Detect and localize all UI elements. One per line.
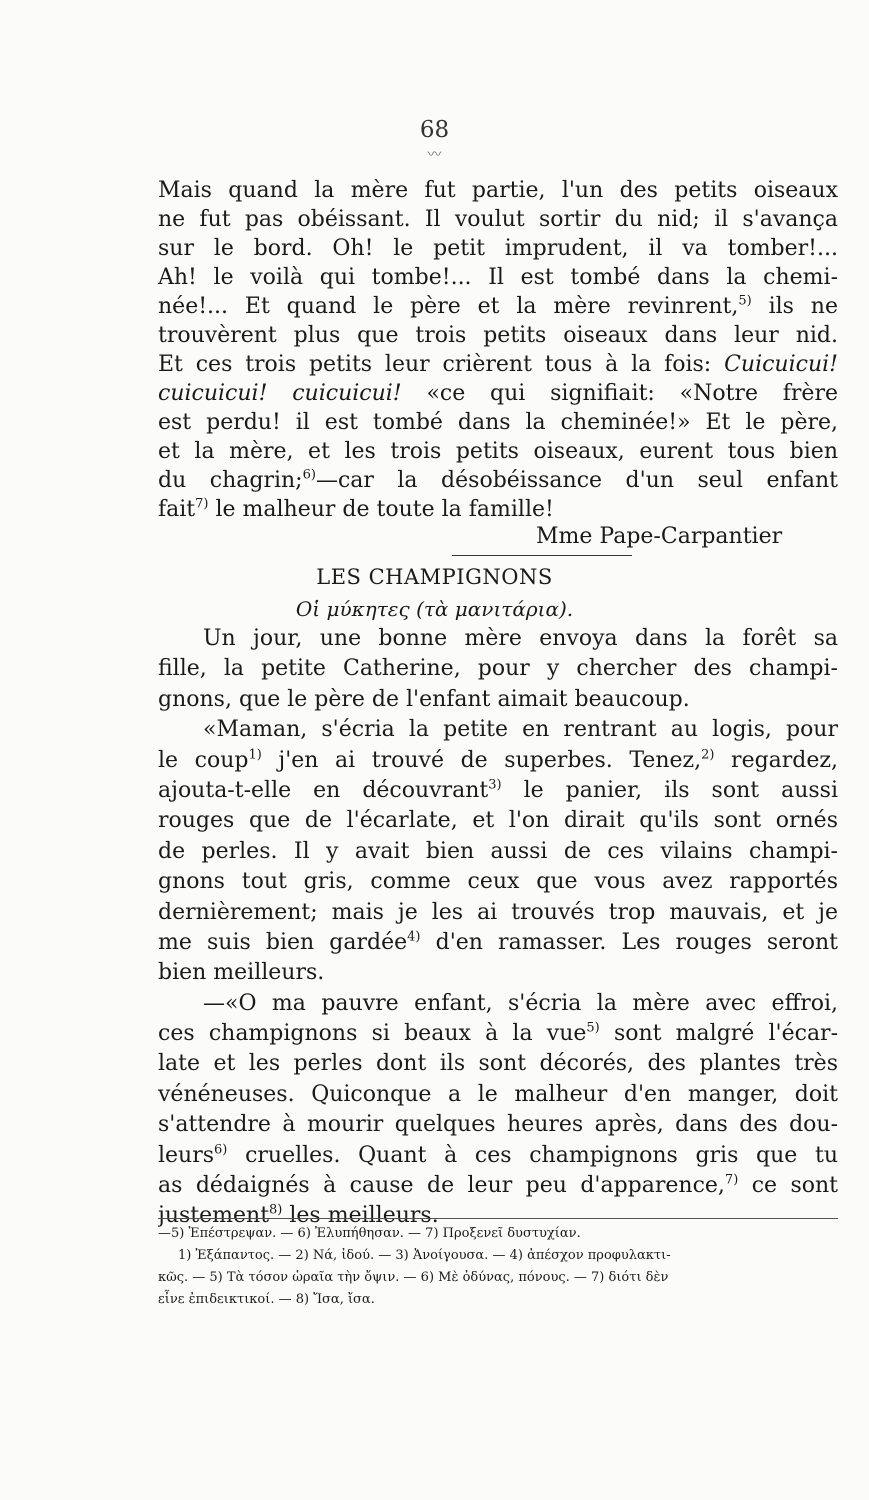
text-segment: ajouta-t-elle en découvrant bbox=[158, 777, 489, 803]
footnote-ref: 2) bbox=[701, 747, 715, 763]
footnotes bbox=[158, 1223, 840, 1311]
text-line: fille, la petite Catherine, pour y chercher des champi- bbox=[158, 656, 838, 682]
text-line: vénéneuses. Quiconque a le malheur d'en manger, doit bbox=[158, 1081, 838, 1107]
text-segment: ce sont bbox=[751, 1173, 838, 1199]
text-segment: me suis bien gardée bbox=[158, 929, 408, 955]
text-segment: Et ces trois petits leur crièrent tous à la fois: bbox=[158, 352, 712, 377]
footnote-ref: 7) bbox=[724, 1172, 739, 1188]
text-line: late et les perles dont ils sont décorés, des plantes très bbox=[158, 1051, 838, 1077]
header-ornament: 〰 bbox=[427, 147, 442, 163]
text-line bbox=[158, 1019, 838, 1049]
footnote-divider bbox=[158, 1218, 838, 1219]
text-line: s'attendre à mourir quelques heures après, dans des dou- bbox=[158, 1112, 838, 1138]
text-line: est perdu! il est tombé dans la cheminée!» Et le père, bbox=[158, 410, 838, 435]
footnote-line: 1) Ἐξάπαντος. — 2) Νά, ἰδού. — 3) Ἀνοίγουσα. — 4) ἀπέσχον προφυλακτι- bbox=[178, 1248, 671, 1263]
text-line bbox=[158, 1141, 838, 1171]
text-segment: le coup bbox=[158, 747, 249, 773]
text-line: trouvèrent plus que trois petits oiseaux dans leur nid. bbox=[158, 323, 838, 348]
text-segment: leurs bbox=[158, 1142, 215, 1168]
text-line: Un jour, une bonne mère envoya dans la forêt sa bbox=[203, 626, 838, 651]
text-line bbox=[158, 379, 838, 408]
footnote-ref: 5) bbox=[738, 293, 752, 309]
text-line bbox=[158, 292, 838, 321]
text-line: rouges que de l'écarlate, et l'on dirait qu'ils sont ornés bbox=[158, 808, 838, 834]
text-segment: «ce qui signifiait: «Notre frère bbox=[426, 381, 838, 406]
text-line bbox=[158, 495, 838, 524]
text-segment: justement bbox=[158, 1203, 270, 1229]
footnote-ref: 5) bbox=[586, 1020, 600, 1036]
text-segment: d'en ramasser. Les rouges seront bbox=[435, 929, 838, 955]
text-line bbox=[158, 928, 838, 958]
footnote-line: εἶνε ἐπιδεικτικοί. — 8) Ἴσα, ἴσα. bbox=[158, 1292, 375, 1307]
text-line: —«O ma pauvre enfant, s'écria la mère avec effroi, bbox=[203, 990, 838, 1016]
text-line bbox=[158, 776, 838, 806]
text-segment: ces champignons si beaux à la vue bbox=[158, 1021, 587, 1047]
text-line: ne fut pas obéissant. Il voulut sortir du nid; il s'avança bbox=[158, 207, 838, 232]
footnote-ref: 8) bbox=[269, 1203, 283, 1219]
footnote-ref: 7) bbox=[195, 496, 209, 512]
text-segment: née!... Et quand le père et la mère revinrent, bbox=[158, 294, 739, 319]
footnote-ref: 4) bbox=[407, 929, 421, 945]
text-line bbox=[158, 350, 838, 379]
text-line bbox=[158, 746, 838, 776]
footnote-ref: 6) bbox=[302, 467, 316, 483]
story1-text bbox=[158, 176, 838, 524]
text-segment: sont malgré l'écar- bbox=[613, 1021, 838, 1047]
text-segment: —car la désobéissance d'un seul enfant bbox=[315, 468, 838, 493]
footnote-line: —5) Ἐπέστρεψαν. — 6) Ἐλυπήθησαν. — 7) Προξενεῖ δυστυχίαν. bbox=[158, 1226, 581, 1241]
story2-text bbox=[158, 624, 838, 1232]
text-segment: du chagrin; bbox=[158, 468, 303, 493]
section-divider bbox=[452, 555, 632, 556]
text-segment: le panier, ils sont aussi bbox=[523, 777, 838, 803]
footnote-ref: 6) bbox=[214, 1142, 228, 1158]
text-segment: j'en ai trouvé de superbes. Tenez, bbox=[278, 747, 702, 773]
text-line: de perles. Il y avait bien aussi de ces vilains champi- bbox=[158, 838, 838, 864]
italic-segment: cuicuicui! cuicuicui! bbox=[158, 381, 402, 406]
text-segment: fait bbox=[158, 497, 196, 522]
text-segment: ils ne bbox=[768, 294, 838, 319]
text-line: Ah! le voilà qui tombe!... Il est tombé dans la chemi- bbox=[158, 265, 838, 290]
text-line: dernièrement; mais je les ai trouvés trop mauvais, et je bbox=[158, 899, 838, 925]
text-line: gnons tout gris, comme ceux que vous avez rapportés bbox=[158, 869, 838, 895]
text-line bbox=[158, 1171, 838, 1201]
footnote-ref: 3) bbox=[488, 777, 502, 793]
text-line: gnons, que le père de l'enfant aimait beaucoup. bbox=[158, 686, 690, 712]
text-line: «Maman, s'écria la petite en rentrant au logis, pour bbox=[203, 717, 838, 743]
author-signature: Mme Pape-Carpantier bbox=[536, 524, 783, 549]
page-number: 68 bbox=[419, 117, 450, 143]
section-subtitle: Οἱ μύκητες (τὰ μανιτάρια). bbox=[295, 597, 574, 621]
footnote-line: κῶς. — 5) Τὰ τόσον ὡραῖα τὴν ὄψιν. — 6) Μὲ ὀδύνας, πόνους. — 7) διότι δὲν bbox=[158, 1270, 669, 1285]
text-line: et la mère, et les trois petits oiseaux, eurent tous bien bbox=[158, 439, 838, 464]
italic-segment: Cuicuicui! bbox=[724, 352, 838, 377]
text-segment: as dédaignés à cause de leur peu d'apparence, bbox=[158, 1173, 725, 1199]
text-segment: les meilleurs. bbox=[289, 1203, 439, 1229]
footnote-ref: 1) bbox=[248, 747, 262, 763]
text-line bbox=[158, 466, 838, 495]
text-segment: regardez, bbox=[731, 747, 838, 773]
text-line: bien meilleurs. bbox=[158, 960, 325, 986]
text-line: Mais quand la mère fut partie, l'un des petits oiseaux bbox=[158, 178, 838, 203]
text-line: sur le bord. Oh! le petit imprudent, il va tomber!... bbox=[158, 236, 838, 261]
section-title: LES CHAMPIGNONS bbox=[316, 565, 553, 589]
text-segment: cruelles. Quant à ces champignons gris que tu bbox=[245, 1142, 838, 1168]
text-segment: le malheur de toute la famille! bbox=[215, 497, 554, 522]
